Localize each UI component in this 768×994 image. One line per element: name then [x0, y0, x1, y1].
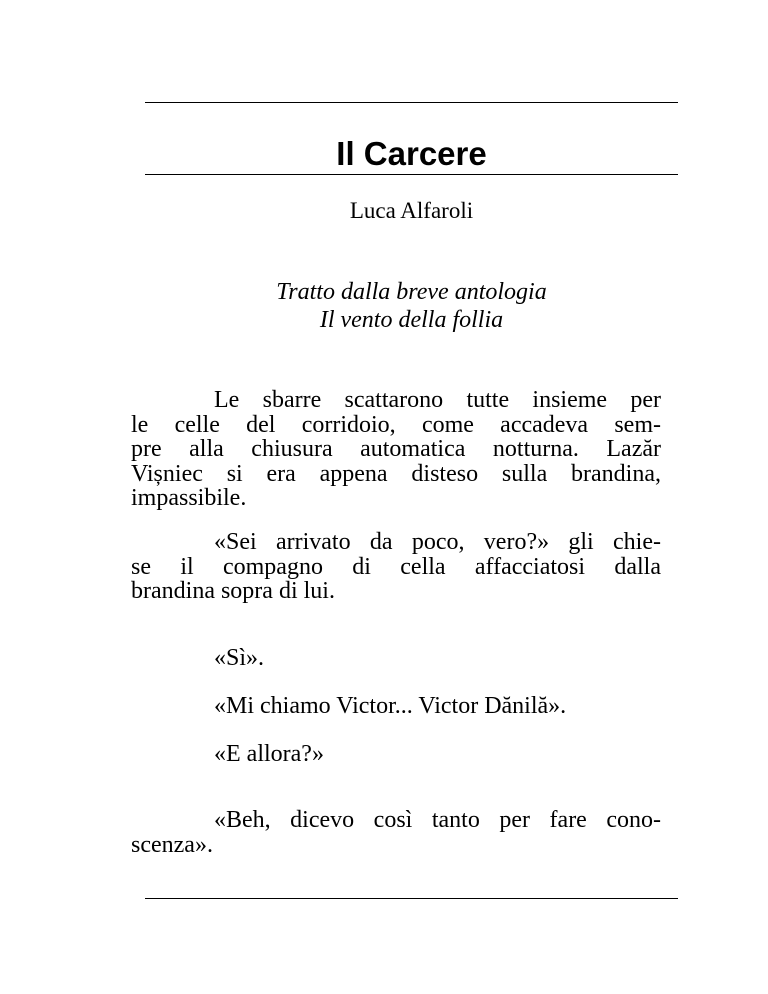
text-line: brandina sopra di lui.: [131, 578, 335, 604]
text-line: se il compagno di cella affacciatosi dalla: [131, 553, 661, 580]
source-line-2: Il vento della follia: [319, 307, 504, 333]
paragraph-1: [131, 388, 661, 511]
text-line: «E allora?»: [214, 741, 324, 767]
title-divider: [145, 174, 678, 175]
author-name: Luca Alfaroli: [349, 198, 474, 223]
story-title: Il Carcere: [336, 135, 487, 172]
top-divider: [145, 102, 678, 103]
text-line: «Beh, dicevo così tanto per fare cono-: [214, 807, 661, 833]
text-line: pre alla chiusura automatica notturna. Lazăr: [131, 436, 661, 462]
text-line: «Sì».: [214, 645, 265, 671]
bottom-divider: [145, 898, 678, 899]
text-line: «Mi chiamo Victor... Victor Dănilă».: [214, 693, 567, 719]
source-note: [145, 278, 678, 334]
paragraph-5: [131, 742, 661, 767]
paragraph-3: [131, 646, 661, 671]
text-line: le celle del corridoio, come accadeva sem-: [131, 411, 661, 438]
text-line: Le sbarre scattarono tutte insieme per: [214, 387, 661, 413]
text-line: scenza».: [131, 831, 213, 858]
source-line-1: Tratto dalla breve antologia: [276, 279, 547, 305]
paragraph-2: [131, 530, 661, 604]
text-line: Vișniec si era appena disteso sulla brandina,: [131, 460, 661, 487]
text-line: impassibile.: [131, 485, 247, 511]
text-line: «Sei arrivato da poco, vero?» gli chie-: [214, 529, 661, 555]
paragraph-4: [131, 694, 661, 719]
paragraph-6: [131, 808, 661, 857]
